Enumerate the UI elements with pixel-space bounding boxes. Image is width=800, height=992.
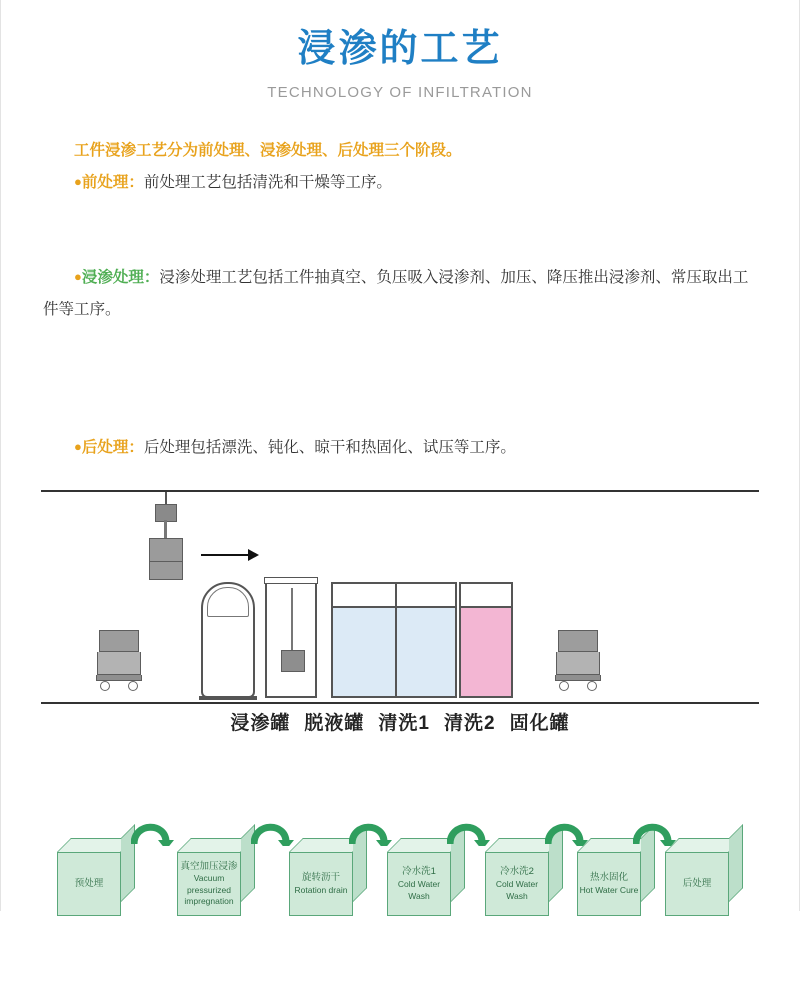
intro-item-key: 后处理： bbox=[81, 438, 144, 456]
wash-liquid bbox=[333, 608, 455, 696]
page-header bbox=[1, 0, 799, 101]
flow-step-label-en: Vacuum pressurized impregnation bbox=[184, 873, 234, 907]
input-cart-icon bbox=[96, 630, 142, 691]
output-cart-icon bbox=[555, 630, 601, 691]
cart-load-bottom bbox=[97, 652, 141, 675]
process-flow-diagram bbox=[1, 802, 799, 972]
hoist-rod bbox=[164, 520, 167, 538]
cube-side-face bbox=[729, 824, 743, 902]
cart-load-top bbox=[558, 630, 598, 652]
tank-inner-rod bbox=[291, 588, 293, 650]
intro-item-infiltration bbox=[43, 262, 757, 432]
wash-divider bbox=[395, 584, 397, 696]
bullet-icon: ● bbox=[74, 438, 82, 454]
flow-step-2 bbox=[177, 838, 255, 916]
flow-step-label-cn: 热水固化 bbox=[589, 872, 628, 883]
flow-step-label bbox=[485, 852, 549, 916]
machine-label: 固化罐 bbox=[509, 713, 570, 735]
flow-step-4 bbox=[387, 838, 465, 916]
flow-step-label bbox=[57, 852, 121, 916]
tank-cap bbox=[264, 577, 318, 584]
flow-step-label-cn: 预处理 bbox=[74, 877, 104, 889]
intro-item-text: 后处理包括漂洗、钝化、晾干和热固化、试压等工序。 bbox=[143, 438, 516, 456]
flow-step-label-cn: 冷水洗2 bbox=[500, 866, 534, 878]
machine-label: 清洗2 bbox=[444, 713, 496, 735]
flow-step-label bbox=[577, 852, 641, 916]
intro-item-posttreatment bbox=[43, 432, 757, 465]
wash-rim bbox=[333, 606, 455, 608]
flow-step-label bbox=[387, 852, 451, 916]
flow-step-label bbox=[177, 852, 241, 916]
flow-arrow-icon bbox=[131, 816, 177, 846]
flow-step-label bbox=[289, 852, 353, 916]
machine-label: 清洗1 bbox=[378, 713, 430, 735]
infiltration-tank-icon bbox=[201, 582, 255, 698]
cart-load-top bbox=[99, 630, 139, 652]
bullet-icon: ● bbox=[74, 268, 82, 284]
flow-step-label-en: Cold Water Wash bbox=[397, 879, 441, 901]
machine-labels bbox=[1, 708, 799, 735]
drain-tank-icon bbox=[265, 582, 317, 698]
intro-item-text: 前处理工艺包括清洗和干燥等工序。 bbox=[143, 174, 392, 192]
overhead-rail bbox=[41, 490, 759, 492]
cure-rim bbox=[461, 606, 511, 608]
intro-item-text: 浸渗处理工艺包括工件抽真空、负压吸入浸渗剂、加压、降压推出浸渗剂、常压取出工件等工序。 bbox=[43, 268, 749, 319]
flow-step-label-en: Cold Water Wash bbox=[495, 879, 539, 901]
machine-label: 浸渗罐 bbox=[230, 713, 291, 735]
flow-step-label-en: Rotation drain bbox=[294, 884, 348, 895]
flow-step-label-en: Hot Water Cure bbox=[579, 884, 639, 895]
intro-item-key: 前处理： bbox=[81, 174, 144, 192]
flow-step-label bbox=[665, 852, 729, 916]
tank-foot bbox=[199, 696, 257, 700]
cure-liquid bbox=[461, 608, 511, 696]
flow-step-label-cn: 旋转沥干 bbox=[301, 872, 340, 883]
flow-step-label-cn: 冷水洗1 bbox=[402, 866, 436, 878]
flow-step-6 bbox=[577, 838, 655, 916]
bottom-spacer bbox=[1, 972, 799, 992]
wash-tanks-icon bbox=[331, 582, 457, 698]
cart-load-bottom bbox=[556, 652, 600, 675]
intro-lead: 工件浸渗工艺分为前处理、浸渗处理、后处理三个阶段。 bbox=[74, 141, 462, 159]
tank-lid bbox=[207, 587, 249, 617]
flow-step-label-cn: 后处理 bbox=[682, 877, 712, 889]
intro-item-pretreatment bbox=[43, 167, 757, 200]
tank-inner-basket bbox=[281, 650, 305, 672]
flow-step-1 bbox=[57, 838, 135, 916]
flow-step-label-cn: 真空加压浸渗 bbox=[180, 860, 238, 872]
hoist-basket-icon bbox=[149, 538, 183, 580]
flow-step-5 bbox=[485, 838, 563, 916]
cart-wheels bbox=[555, 681, 601, 691]
flow-step-3 bbox=[289, 838, 367, 916]
hoist-cable bbox=[165, 492, 167, 504]
intro-item-key: 浸渗处理： bbox=[81, 268, 160, 286]
cart-wheels bbox=[96, 681, 142, 691]
flow-step-7 bbox=[665, 838, 743, 916]
intro-text-block bbox=[43, 135, 757, 465]
page-subtitle: TECHNOLOGY OF INFILTRATION bbox=[267, 83, 533, 101]
bullet-icon: ● bbox=[74, 174, 82, 190]
machine-label: 脱液罐 bbox=[304, 713, 365, 735]
machine-line-diagram bbox=[1, 490, 799, 740]
floor-line bbox=[41, 702, 759, 704]
page-title: 浸渗的工艺 bbox=[297, 28, 503, 70]
direction-arrow-icon bbox=[201, 554, 257, 556]
cure-tank-icon bbox=[459, 582, 513, 698]
